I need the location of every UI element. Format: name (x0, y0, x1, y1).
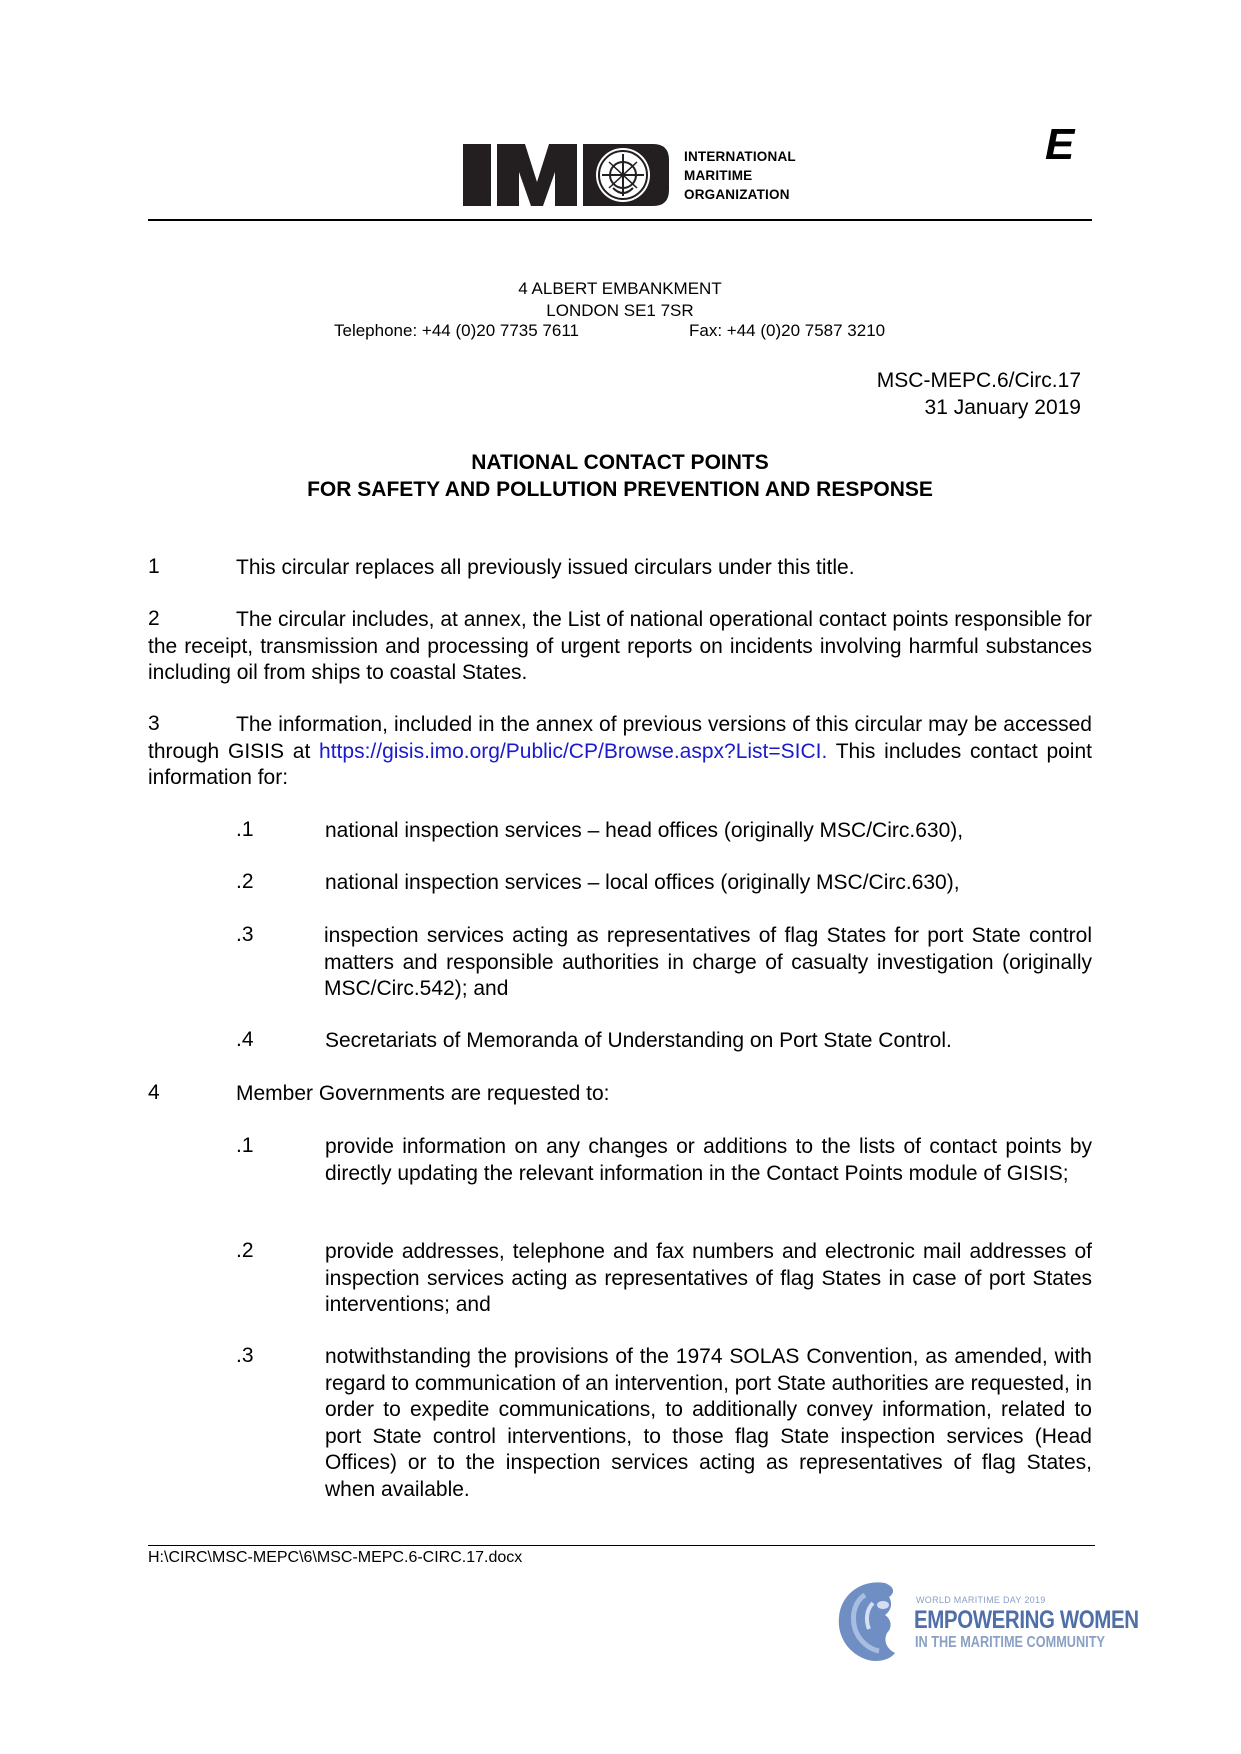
gisis-link[interactable]: https://gisis.imo.org/Public/CP/Browse.aspx?List=SICI. (319, 739, 828, 763)
banner-event-name: WORLD MARITIME DAY 2019 (916, 1595, 1046, 1605)
paragraph-text-part: This includes contact point information for: (148, 739, 1092, 789)
list-item-text: provide addresses, telephone and fax numbers and electronic mail addresses of inspection services acting as representatives of flag States in case of port States interventions; and (325, 1240, 1092, 1316)
paragraph-1 (148, 555, 1092, 582)
telephone: Telephone: +44 (0)20 7735 7611 (334, 321, 579, 340)
list-item-text: national inspection services – head offices (originally MSC/Circ.630), (325, 819, 964, 842)
footer-divider (148, 1545, 1095, 1546)
list-item-number: .2 (236, 870, 254, 893)
document-title-line-2: FOR SAFETY AND POLLUTION PREVENTION AND RESPONSE (307, 478, 933, 501)
paragraph-text (148, 712, 1092, 792)
paragraph-text: This circular replaces all previously issued circulars under this title. (236, 556, 855, 579)
list-item-number: .1 (236, 818, 254, 841)
paragraph-2 (148, 607, 1092, 687)
list-item (236, 1028, 1092, 1055)
document-symbol: MSC-MEPC.6/Circ.17 (876, 369, 1081, 392)
list-item-text: inspection services acting as representatives of flag States for port State control matters and responsible authorities in charge of casualty investigation (originally MSC/Circ.542); and (324, 924, 1092, 1000)
logo-org-line: INTERNATIONAL (684, 149, 796, 164)
paragraph-number: 4 (148, 1081, 160, 1104)
address-line-2: LONDON SE1 7SR (546, 301, 694, 320)
list-item-number: .4 (236, 1028, 254, 1051)
list-item-text: Secretariats of Memoranda of Understanding on Port State Control. (325, 1029, 952, 1052)
fax: Fax: +44 (0)20 7587 3210 (689, 321, 886, 340)
list-item (236, 1134, 1092, 1187)
list-item-number: .3 (236, 1344, 254, 1367)
document-title-line-1: NATIONAL CONTACT POINTS (471, 451, 769, 474)
banner-headline: EMPOWERING WOMEN (914, 1606, 1139, 1634)
paragraph-number: 2 (148, 607, 160, 630)
paragraph-text-part: The information, included in the annex of previous versions of this circular may be accessed through GISIS at (148, 713, 1092, 763)
list-item (236, 818, 1092, 845)
paragraph-text: Member Governments are requested to: (236, 1082, 610, 1105)
logo-org-line: ORGANIZATION (684, 187, 790, 202)
woman-profile-icon (835, 1575, 915, 1665)
list-item (236, 923, 1092, 1003)
list-item-number: .3 (236, 923, 254, 946)
list-item (236, 1239, 1092, 1319)
list-item-text: notwithstanding the provisions of the 1974 SOLAS Convention, as amended, with regard to communication of an intervention, port State authorities are requested, in order to expedite communications, to additionally convey information, related to port State control interventions, to those flag State inspection services (Head Offices) or to the inspection services acting as representatives of flag States, when available. (325, 1345, 1092, 1501)
header-divider (148, 219, 1092, 221)
language-code: E (1045, 120, 1075, 169)
paragraph-number: 3 (148, 712, 160, 735)
paragraph-number: 1 (148, 555, 160, 578)
paragraph-3 (148, 712, 1092, 792)
footer-file-path: H:\CIRC\MSC-MEPC\6\MSC-MEPC.6-CIRC.17.docx (148, 1549, 523, 1566)
address-line-1: 4 ALBERT EMBANKMENT (518, 279, 722, 298)
document-date: 31 January 2019 (924, 396, 1081, 419)
paragraph-text: The circular includes, at annex, the List of national operational contact points responsible for the receipt, transmission and processing of urgent reports on incidents involving harmful substances including oil from ships to coastal States. (148, 608, 1092, 684)
list-item-text: national inspection services – local offices (originally MSC/Circ.630), (325, 871, 960, 894)
logo-org-line: MARITIME (684, 168, 753, 183)
list-item (236, 1344, 1092, 1503)
list-item-number: .1 (236, 1134, 254, 1157)
logo-org-name (684, 147, 796, 204)
paragraph-4 (148, 1081, 1092, 1108)
list-item (236, 870, 1092, 897)
list-item-text: provide information on any changes or additions to the lists of contact points by directly updating the relevant information in the Contact Points module of GISIS; (325, 1135, 1092, 1185)
list-item-number: .2 (236, 1239, 254, 1262)
banner-subheadline: IN THE MARITIME COMMUNITY (915, 1634, 1105, 1651)
